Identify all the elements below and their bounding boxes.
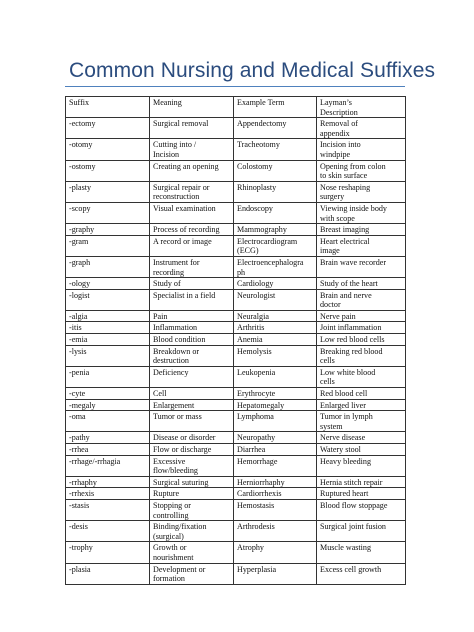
suffix-cell: -stasis [66,499,150,520]
suffix-cell: -megaly [66,399,150,411]
example-term-cell: Tracheotomy [234,139,317,160]
example-term-cell: Erythrocyte [234,388,317,400]
suffix-table [65,96,406,585]
description-cell: Brain and nerve doctor [317,289,406,310]
table-header-row [66,97,406,118]
suffix-cell: -rrhexis [66,488,150,500]
example-term-cell: Neurologist [234,289,317,310]
meaning-cell: Visual examination [150,202,234,223]
suffix-cell: -plasty [66,181,150,202]
description-cell: Watery stool [317,444,406,456]
table-row [66,310,406,322]
table-row [66,160,406,181]
table-row [66,476,406,488]
table-row [66,345,406,366]
table-row [66,202,406,223]
suffix-cell: -oma [66,411,150,432]
table-row [66,432,406,444]
table-row [66,139,406,160]
description-cell: Low white blood cells [317,366,406,387]
meaning-cell: Surgical suturing [150,476,234,488]
example-term-cell: Neuralgia [234,310,317,322]
suffix-cell: -logist [66,289,150,310]
suffix-cell: -plasia [66,563,150,584]
meaning-cell: Cutting into / Incision [150,139,234,160]
description-cell: Brain wave recorder [317,256,406,277]
example-term-cell: Mammography [234,224,317,236]
table-row [66,455,406,476]
table-row [66,289,406,310]
suffix-cell: -ectomy [66,118,150,139]
description-cell: Tumor in lymph system [317,411,406,432]
meaning-cell: Flow or discharge [150,444,234,456]
table-row [66,256,406,277]
meaning-cell: Process of recording [150,224,234,236]
meaning-cell: Blood condition [150,334,234,346]
description-cell: Red blood cell [317,388,406,400]
header-suffix: Suffix [66,97,150,118]
description-cell: Heavy bleeding [317,455,406,476]
meaning-cell: Excessive flow/bleeding [150,455,234,476]
description-cell: Enlarged liver [317,399,406,411]
description-cell: Low red blood cells [317,334,406,346]
description-cell: Joint inflammation [317,322,406,334]
description-cell: Breast imaging [317,224,406,236]
table-row [66,411,406,432]
description-cell: Hernia stitch repair [317,476,406,488]
meaning-cell: Tumor or mass [150,411,234,432]
table-row [66,278,406,290]
meaning-cell: Instrument for recording [150,256,234,277]
example-term-cell: Appendectomy [234,118,317,139]
meaning-cell: Disease or disorder [150,432,234,444]
example-term-cell: Atrophy [234,542,317,563]
meaning-cell: Study of [150,278,234,290]
suffix-cell: -algia [66,310,150,322]
description-cell: Muscle wasting [317,542,406,563]
table-row [66,399,406,411]
description-cell: Breaking red blood cells [317,345,406,366]
example-term-cell: Hyperplasia [234,563,317,584]
example-term-cell: Arthrodesis [234,521,317,542]
title-underline [65,86,405,87]
suffix-cell: -gram [66,235,150,256]
table-row [66,181,406,202]
example-term-cell: Diarrhea [234,444,317,456]
suffix-cell: -graph [66,256,150,277]
suffix-cell: -cyte [66,388,150,400]
meaning-cell: Inflammation [150,322,234,334]
suffix-cell: -ostomy [66,160,150,181]
description-cell: Nerve disease [317,432,406,444]
example-term-cell: Arthritis [234,322,317,334]
description-cell: Opening from colon to skin surface [317,160,406,181]
example-term-cell: Rhinoplasty [234,181,317,202]
suffix-cell: -ology [66,278,150,290]
description-cell: Ruptured heart [317,488,406,500]
example-term-cell: Endoscopy [234,202,317,223]
suffix-cell: -graphy [66,224,150,236]
suffix-cell: -desis [66,521,150,542]
suffix-cell: -penia [66,366,150,387]
table-row [66,563,406,584]
meaning-cell: A record or image [150,235,234,256]
example-term-cell: Lymphoma [234,411,317,432]
meaning-cell: Specialist in a field [150,289,234,310]
suffix-cell: -rrhaphy [66,476,150,488]
example-term-cell: Cardiorrhexis [234,488,317,500]
example-term-cell: Leukopenia [234,366,317,387]
table-row [66,499,406,520]
example-term-cell: Anemia [234,334,317,346]
table-row [66,444,406,456]
meaning-cell: Breakdown or destruction [150,345,234,366]
description-cell: Nose reshaping surgery [317,181,406,202]
table-row [66,521,406,542]
description-cell: Removal of appendix [317,118,406,139]
example-term-cell: Herniorrhaphy [234,476,317,488]
example-term-cell: Cardiology [234,278,317,290]
table-row [66,366,406,387]
example-term-cell: Hemorrhage [234,455,317,476]
table-row [66,322,406,334]
example-term-cell: Electrocardiogram (ECG) [234,235,317,256]
header-meaning: Meaning [150,97,234,118]
suffix-cell: -trophy [66,542,150,563]
example-term-cell: Colostomy [234,160,317,181]
meaning-cell: Pain [150,310,234,322]
table-row [66,235,406,256]
meaning-cell: Rupture [150,488,234,500]
table-row [66,542,406,563]
suffix-cell: -itis [66,322,150,334]
description-cell: Excess cell growth [317,563,406,584]
table-row [66,118,406,139]
example-term-cell: Hemostasis [234,499,317,520]
meaning-cell: Binding/fixation (surgical) [150,521,234,542]
description-cell: Study of the heart [317,278,406,290]
description-cell: Nerve pain [317,310,406,322]
meaning-cell: Creating an opening [150,160,234,181]
suffix-cell: -otomy [66,139,150,160]
description-cell: Heart electrical image [317,235,406,256]
header-example-term: Example Term [234,97,317,118]
meaning-cell: Deficiency [150,366,234,387]
description-cell: Viewing inside body with scope [317,202,406,223]
suffix-cell: -rrhea [66,444,150,456]
description-cell: Incision into windpipe [317,139,406,160]
table-row [66,334,406,346]
table-row [66,224,406,236]
meaning-cell: Surgical repair or reconstruction [150,181,234,202]
meaning-cell: Cell [150,388,234,400]
suffix-cell: -emia [66,334,150,346]
description-cell: Surgical joint fusion [317,521,406,542]
meaning-cell: Growth or nourishment [150,542,234,563]
meaning-cell: Enlargement [150,399,234,411]
example-term-cell: Electroencephalogra ph [234,256,317,277]
example-term-cell: Neuropathy [234,432,317,444]
meaning-cell: Development or formation [150,563,234,584]
suffix-table-body [66,97,406,585]
header-laymans-description: Layman’s Description [317,97,406,118]
suffix-cell: -pathy [66,432,150,444]
suffix-cell: -rrhage/-rrhagia [66,455,150,476]
table-row [66,388,406,400]
example-term-cell: Hemolysis [234,345,317,366]
meaning-cell: Surgical removal [150,118,234,139]
suffix-cell: -lysis [66,345,150,366]
meaning-cell: Stopping or controlling [150,499,234,520]
page-title: Common Nursing and Medical Suffixes [69,59,436,82]
table-row [66,488,406,500]
suffix-cell: -scopy [66,202,150,223]
description-cell: Blood flow stoppage [317,499,406,520]
example-term-cell: Hepatomegaly [234,399,317,411]
